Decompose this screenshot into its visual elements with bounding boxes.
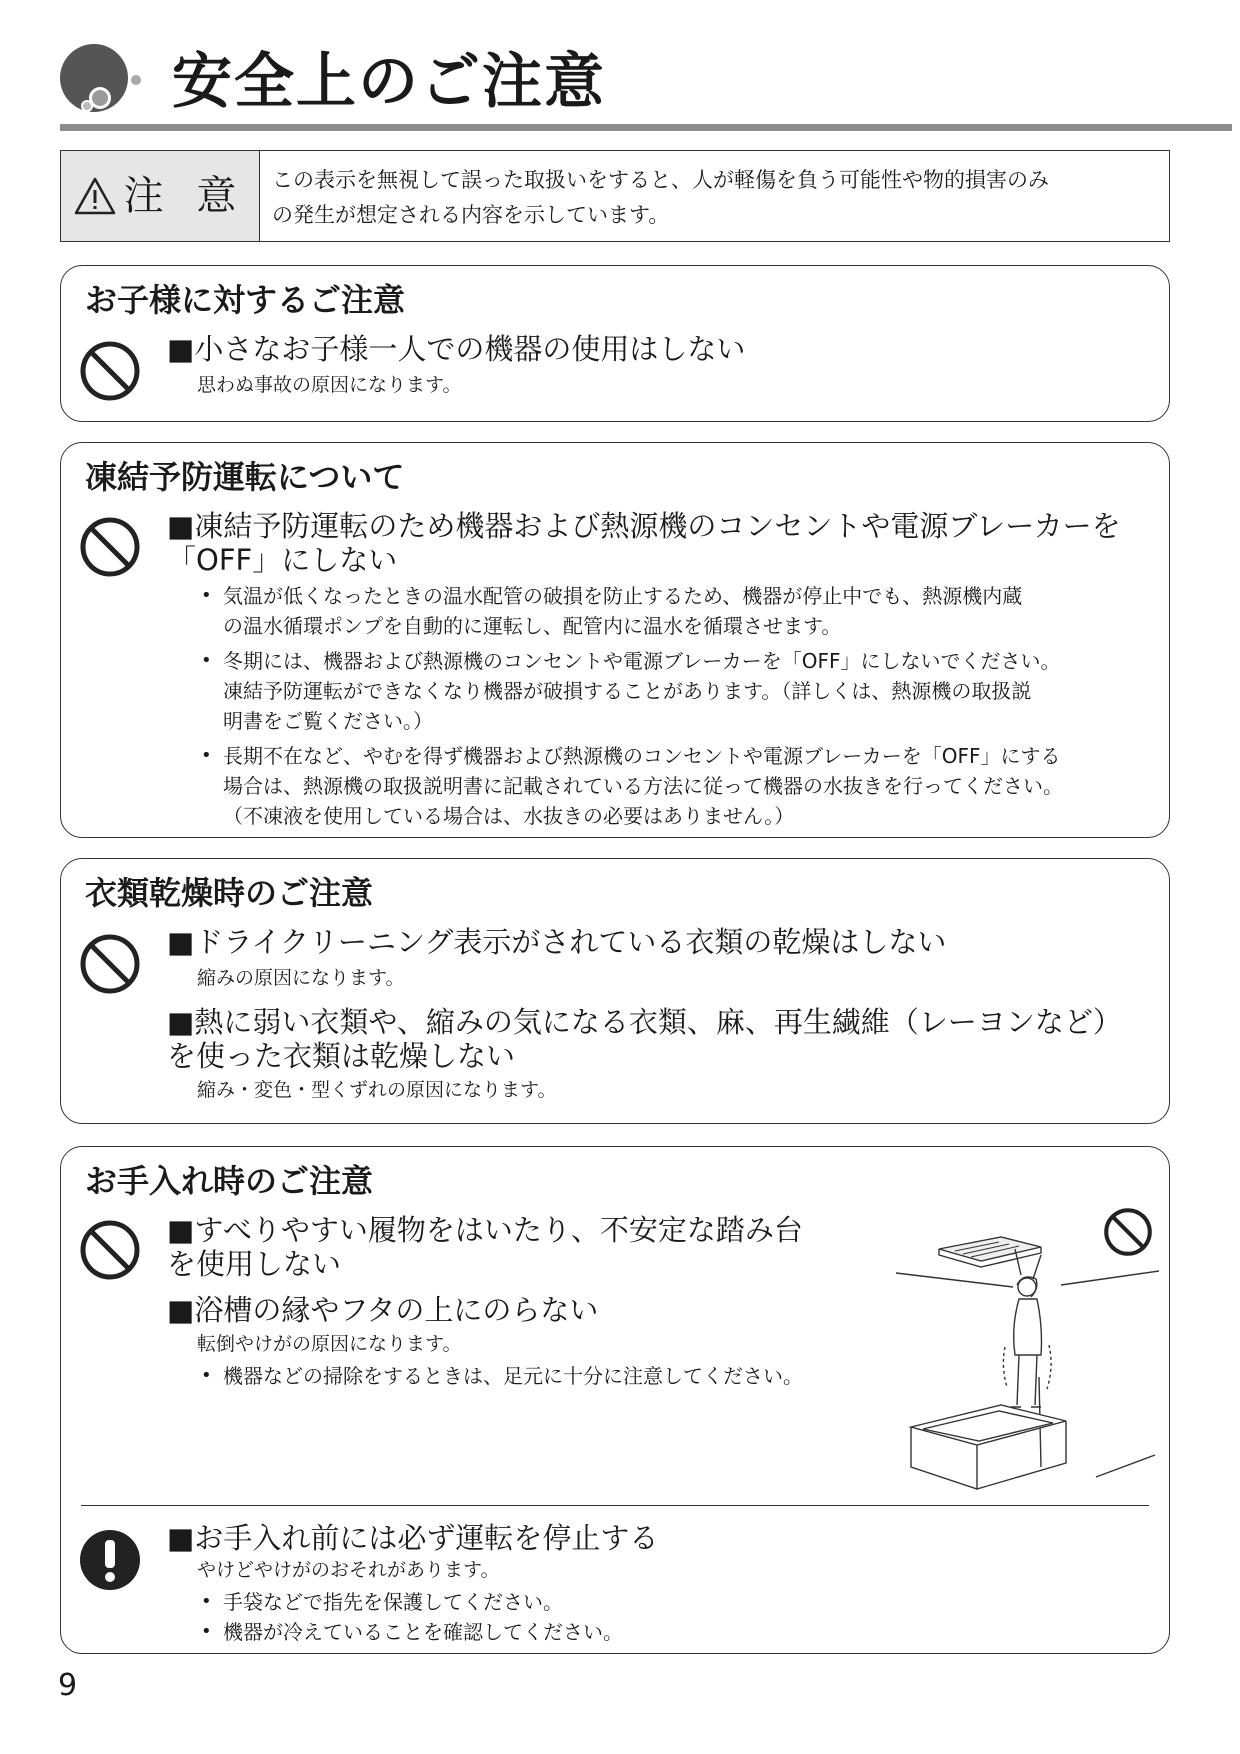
item-heading: ■凍結予防運転のため機器および熱源機のコンセントや電源ブレーカーを 「OFF」にしない bbox=[167, 509, 1121, 577]
item-heading: ■ドライクリーニング表示がされている衣類の乾燥はしない bbox=[167, 925, 947, 959]
section-title: お手入れ時のご注意 bbox=[85, 1162, 374, 1200]
list-item: • 冬期には、機器および熱源機のコンセントや電源ブレーカーを「OFF」にしないでください。 凍結予防運転ができなくなり機器が破損することがあります。（詳しくは、熱源機の取扱説 明書をご覧ください。） bbox=[197, 646, 1063, 736]
item-note: 思わぬ事故の原因になります。 bbox=[197, 374, 462, 396]
section-freeze-protection bbox=[60, 442, 1170, 838]
warning-triangle-icon bbox=[74, 177, 116, 215]
list-item: • 手袋などで指先を保護してください。 bbox=[197, 1587, 623, 1617]
section-clothes-drying bbox=[60, 858, 1170, 1124]
prohibition-icon bbox=[79, 516, 141, 578]
item-heading: ■すべりやすい履物をはいたり、不安定な踏み台 を使用しない bbox=[167, 1213, 803, 1281]
section-title-mark-icon bbox=[56, 40, 146, 120]
item-heading: ■浴槽の縁やフタの上にのらない bbox=[167, 1293, 599, 1327]
caution-label-cell bbox=[61, 151, 260, 241]
section-title: 衣類乾燥時のご注意 bbox=[85, 874, 374, 912]
caution-label: 注 意 bbox=[123, 173, 247, 219]
title-rule bbox=[60, 124, 1232, 131]
section-child-safety bbox=[60, 265, 1170, 422]
bullet-list bbox=[197, 1361, 803, 1391]
page-number: 9 bbox=[58, 1668, 78, 1703]
section-title: 凍結予防運転について bbox=[85, 458, 405, 496]
bullet-list bbox=[197, 581, 1063, 836]
section-maintenance bbox=[60, 1146, 1170, 1654]
item-heading: ■小さなお子様一人での機器の使用はしない bbox=[167, 332, 746, 366]
item-note: 転倒やけがの原因になります。 bbox=[197, 1333, 462, 1355]
item-note: 縮みの原因になります。 bbox=[197, 967, 405, 989]
list-item: • 機器などの掃除をするときは、足元に十分に注意してください。 bbox=[197, 1361, 803, 1391]
mandatory-action-icon bbox=[79, 1529, 141, 1591]
item-heading: ■お手入れ前には必ず運転を停止する bbox=[167, 1521, 659, 1555]
section-divider bbox=[81, 1505, 1149, 1506]
item-heading: ■熱に弱い衣類や、縮みの気になる衣類、麻、再生繊維（レーヨンなど） を使った衣類は乾燥しない bbox=[167, 1005, 1122, 1073]
list-item: • 気温が低くなったときの温水配管の破損を防止するため、機器が停止中でも、熱源機内蔵 の温水循環ポンプを自動的に運転し、配管内に温水を循環させます。 bbox=[197, 581, 1063, 641]
page-title: 安全上のご注意 bbox=[172, 47, 606, 117]
prohibition-icon bbox=[79, 340, 141, 402]
bathtub-standing-illustration bbox=[891, 1227, 1161, 1497]
caution-legend bbox=[60, 150, 1170, 242]
caution-description: この表示を無視して誤った取扱いをすると、人が軽傷を負う可能性や物的損害のみ の発生が想定される内容を示しています。 bbox=[272, 168, 1049, 227]
prohibition-icon bbox=[79, 1219, 141, 1281]
item-note: 縮み・変色・型くずれの原因になります。 bbox=[197, 1079, 557, 1101]
list-item: • 機器が冷えていることを確認してください。 bbox=[197, 1617, 623, 1647]
bullet-list bbox=[197, 1587, 623, 1647]
item-note: やけどやけがのおそれがあります。 bbox=[197, 1559, 500, 1581]
section-title: お子様に対するご注意 bbox=[85, 281, 406, 319]
prohibition-icon bbox=[79, 933, 141, 995]
list-item: • 長期不在など、やむを得ず機器および熱源機のコンセントや電源ブレーカーを「OFF」にする 場合は、熱源機の取扱説明書に記載されている方法に従って機器の水抜きを行ってください。 （不凍液を使用している場合は、水抜きの必要はありません。） bbox=[197, 741, 1063, 831]
